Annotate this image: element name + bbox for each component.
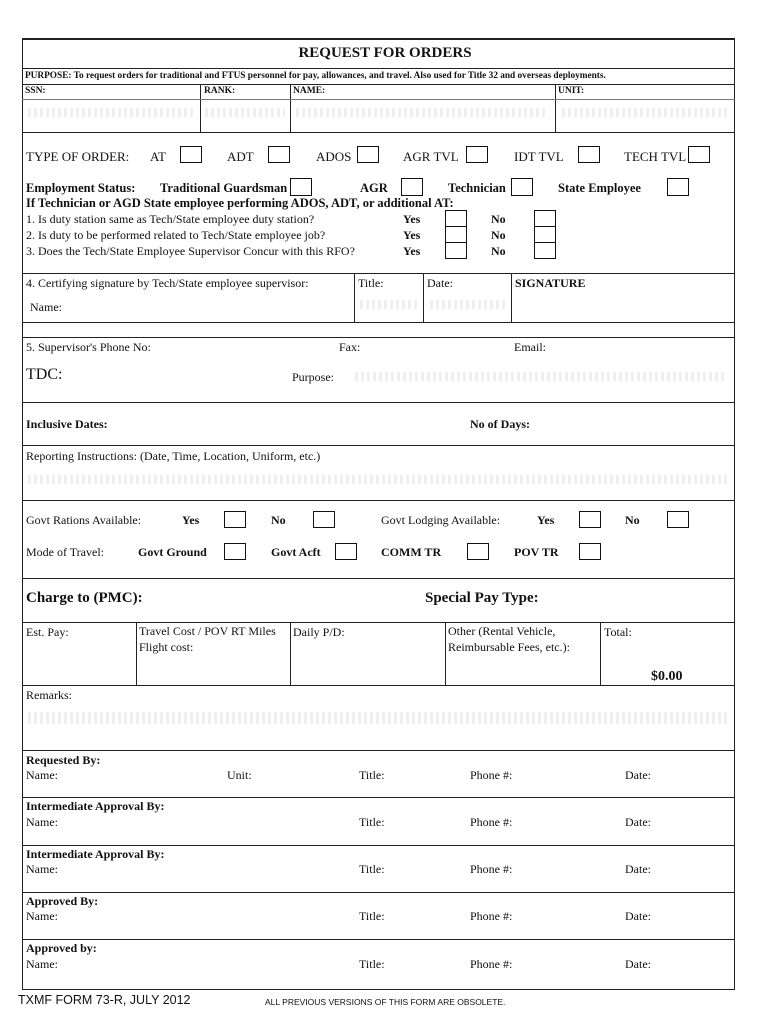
order-ados-label: ADOS bbox=[316, 149, 352, 164]
est-pay-label: Est. Pay: bbox=[26, 625, 69, 639]
approval-phone-label: Phone #: bbox=[470, 862, 513, 876]
emp-technician-checkbox[interactable] bbox=[511, 178, 533, 196]
mode-of-travel-label: Mode of Travel: bbox=[26, 545, 104, 559]
travel-pov-tr-label: POV TR bbox=[514, 545, 559, 559]
travel-comm-tr-checkbox[interactable] bbox=[467, 543, 489, 560]
approval-unit-label: Unit: bbox=[227, 768, 252, 782]
approval-date-label: Date: bbox=[625, 862, 651, 876]
ssn-label: SSN: bbox=[25, 86, 46, 96]
approval-name-label: Name: bbox=[26, 957, 58, 971]
q2-no-checkbox[interactable] bbox=[534, 226, 556, 243]
approval-heading: Approved by: bbox=[26, 941, 97, 955]
fax-label: Fax: bbox=[339, 340, 361, 354]
approval-date-label: Date: bbox=[625, 957, 651, 971]
order-adt-label: ADT bbox=[227, 149, 254, 164]
total-label: Total: bbox=[604, 625, 632, 639]
approval-phone-label: Phone #: bbox=[470, 815, 513, 829]
obsolete-notice: ALL PREVIOUS VERSIONS OF THIS FORM ARE OBSOLETE. bbox=[265, 997, 506, 1007]
approval-heading: Requested By: bbox=[26, 753, 101, 767]
approval-title-label: Title: bbox=[359, 815, 385, 829]
travel-govt-acft-label: Govt Acft bbox=[271, 545, 321, 559]
emp-technician-label: Technician bbox=[448, 181, 506, 195]
name-label: NAME: bbox=[293, 86, 326, 96]
lodging-no-checkbox[interactable] bbox=[667, 511, 689, 528]
rations-label: Govt Rations Available: bbox=[26, 513, 142, 527]
q3-yes-checkbox[interactable] bbox=[445, 242, 467, 259]
special-pay-label: Special Pay Type: bbox=[425, 590, 539, 606]
signature-label: SIGNATURE bbox=[515, 276, 586, 290]
approval-name-label: Name: bbox=[26, 815, 58, 829]
approval-title-label: Title: bbox=[359, 909, 385, 923]
travel-govt-acft-checkbox[interactable] bbox=[335, 543, 357, 560]
question-3: 3. Does the Tech/State Employee Supervisor Concur with this RFO? bbox=[26, 244, 355, 258]
order-tech-tvl-checkbox[interactable] bbox=[688, 146, 710, 163]
q3-no-label: No bbox=[491, 244, 506, 258]
type-of-order-label: TYPE OF ORDER: bbox=[26, 149, 130, 164]
approval-date-label: Date: bbox=[625, 768, 651, 782]
certify-label: 4. Certifying signature by Tech/State employee supervisor: bbox=[26, 276, 309, 290]
approval-phone-label: Phone #: bbox=[470, 957, 513, 971]
purpose-label: Purpose: bbox=[292, 370, 334, 384]
rank-label: RANK: bbox=[204, 86, 236, 96]
approval-name-label: Name: bbox=[26, 768, 58, 782]
rations-yes-checkbox[interactable] bbox=[224, 511, 246, 528]
no-of-days-label: No of Days: bbox=[470, 417, 530, 431]
lodging-yes-label: Yes bbox=[537, 513, 555, 527]
reporting-instructions-label: Reporting Instructions: (Date, Time, Location, Uniform, etc.) bbox=[26, 449, 321, 463]
emp-agr-checkbox[interactable] bbox=[401, 178, 423, 196]
technician-header: If Technician or AGD State employee performing ADOS, ADT, or additional AT: bbox=[26, 196, 454, 210]
emp-agr-label: AGR bbox=[360, 181, 388, 195]
order-idt-tvl-checkbox[interactable] bbox=[578, 146, 600, 163]
order-idt-tvl-label: IDT TVL bbox=[514, 149, 564, 164]
order-at-label: AT bbox=[150, 149, 166, 164]
employment-status-label: Employment Status: bbox=[26, 181, 136, 195]
lodging-label: Govt Lodging Available: bbox=[381, 513, 501, 527]
question-1: 1. Is duty station same as Tech/State employee duty station? bbox=[26, 212, 315, 226]
approval-phone-label: Phone #: bbox=[470, 909, 513, 923]
rations-no-label: No bbox=[271, 513, 286, 527]
purpose-text: PURPOSE: To request orders for traditional and FTUS personnel for pay, allowances, and travel. Also used for Title 32 and overseas deployments. bbox=[25, 71, 606, 81]
certify-name-label: Name: bbox=[30, 300, 62, 314]
inclusive-dates-label: Inclusive Dates: bbox=[26, 417, 108, 431]
approval-date-label: Date: bbox=[625, 815, 651, 829]
emp-state-employee-label: State Employee bbox=[558, 181, 641, 195]
total-value: $0.00 bbox=[651, 669, 683, 684]
other-costs-label-2: Reimbursable Fees, etc.): bbox=[448, 640, 570, 654]
order-tech-tvl-label: TECH TVL bbox=[624, 149, 687, 164]
travel-govt-ground-checkbox[interactable] bbox=[224, 543, 246, 560]
order-agr-tvl-checkbox[interactable] bbox=[466, 146, 488, 163]
approval-title-label: Title: bbox=[359, 768, 385, 782]
q1-no-label: No bbox=[491, 212, 506, 226]
approval-title-label: Title: bbox=[359, 957, 385, 971]
q1-yes-label: Yes bbox=[403, 212, 421, 226]
rations-no-checkbox[interactable] bbox=[313, 511, 335, 528]
lodging-yes-checkbox[interactable] bbox=[579, 511, 601, 528]
q2-yes-label: Yes bbox=[403, 228, 421, 242]
travel-cost-label: Travel Cost / POV RT Miles bbox=[139, 624, 276, 638]
emp-state-employee-checkbox[interactable] bbox=[667, 178, 689, 196]
daily-pd-label: Daily P/D: bbox=[293, 625, 345, 639]
order-ados-checkbox[interactable] bbox=[357, 146, 379, 163]
email-label: Email: bbox=[514, 340, 546, 354]
supervisor-phone-label: 5. Supervisor's Phone No: bbox=[26, 340, 151, 354]
flight-cost-label: Flight cost: bbox=[139, 640, 194, 654]
q3-no-checkbox[interactable] bbox=[534, 242, 556, 259]
q2-yes-checkbox[interactable] bbox=[445, 226, 467, 243]
charge-pmc-label: Charge to (PMC): bbox=[26, 590, 143, 606]
order-adt-checkbox[interactable] bbox=[268, 146, 290, 163]
lodging-no-label: No bbox=[625, 513, 640, 527]
approval-heading: Intermediate Approval By: bbox=[26, 799, 165, 813]
certify-title-label: Title: bbox=[358, 276, 384, 290]
travel-govt-ground-label: Govt Ground bbox=[138, 545, 207, 559]
approval-title-label: Title: bbox=[359, 862, 385, 876]
approval-heading: Approved By: bbox=[26, 894, 99, 908]
emp-traditional-label: Traditional Guardsman bbox=[160, 181, 288, 195]
tdc-label: TDC: bbox=[26, 366, 63, 383]
approval-name-label: Name: bbox=[26, 862, 58, 876]
approval-date-label: Date: bbox=[625, 909, 651, 923]
q1-no-checkbox[interactable] bbox=[534, 210, 556, 227]
rations-yes-label: Yes bbox=[182, 513, 200, 527]
q3-yes-label: Yes bbox=[403, 244, 421, 258]
remarks-label: Remarks: bbox=[26, 688, 72, 702]
certify-date-label: Date: bbox=[427, 276, 453, 290]
other-costs-label-1: Other (Rental Vehicle, bbox=[448, 624, 556, 638]
form-id: TXMF FORM 73-R, JULY 2012 bbox=[18, 993, 191, 1007]
question-2: 2. Is duty to be performed related to Tech/State employee job? bbox=[26, 228, 326, 242]
unit-label: UNIT: bbox=[558, 86, 585, 96]
approval-name-label: Name: bbox=[26, 909, 58, 923]
travel-comm-tr-label: COMM TR bbox=[381, 545, 442, 559]
approval-heading: Intermediate Approval By: bbox=[26, 847, 165, 861]
order-at-checkbox[interactable] bbox=[180, 146, 202, 163]
q1-yes-checkbox[interactable] bbox=[445, 210, 467, 227]
approval-phone-label: Phone #: bbox=[470, 768, 513, 782]
emp-traditional-checkbox[interactable] bbox=[290, 178, 312, 196]
travel-pov-tr-checkbox[interactable] bbox=[579, 543, 601, 560]
form-title: REQUEST FOR ORDERS bbox=[298, 45, 472, 61]
order-agr-tvl-label: AGR TVL bbox=[403, 149, 459, 164]
q2-no-label: No bbox=[491, 228, 506, 242]
